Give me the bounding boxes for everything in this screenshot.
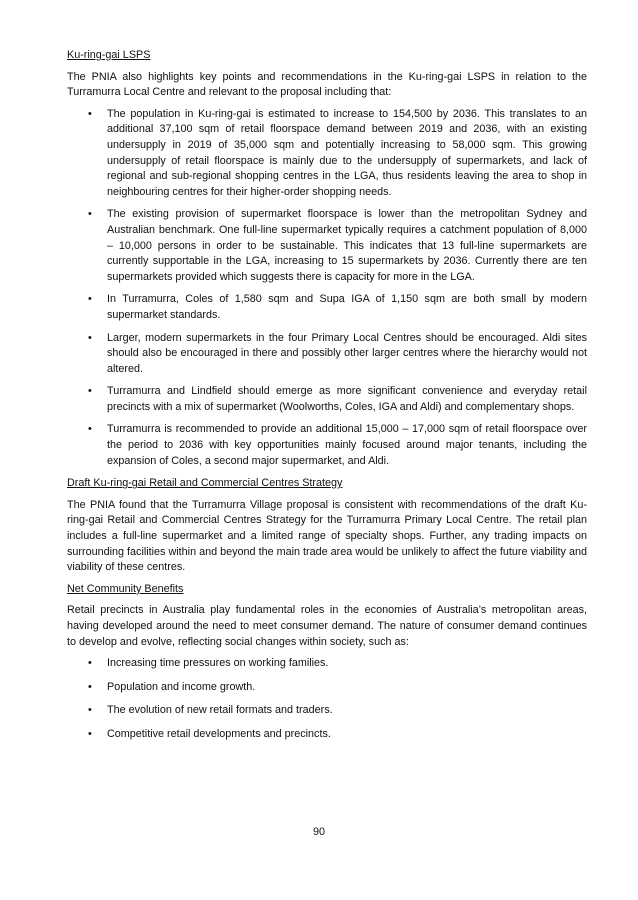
lsps-bullet-list [67,107,587,469]
list-item [67,207,587,285]
list-item-text: Turramurra and Lindfield should emerge as more significant convenience and everyday retail precincts with a mix of supermarket (Woolworths, Coles, IGA and Aldi) and complementary shops. [107,385,587,413]
list-item [67,331,587,378]
bullet-icon: • [88,680,92,693]
bullet-icon: • [88,704,92,717]
list-item [67,680,587,696]
bullet-icon: • [88,657,92,670]
bullet-icon: • [88,727,92,740]
list-item-text: Population and income growth. [107,680,256,693]
list-item [67,422,587,469]
section-intro-paragraph: The PNIA also highlights key points and recommendations in the Ku-ring-gai LSPS in relation to the Turramurra Local Centre and relevant to the proposal including that: [67,70,587,99]
bullet-icon: • [88,107,92,120]
list-item [67,384,587,415]
community-benefits-bullet-list [67,656,587,742]
retail-strategy-paragraph: The PNIA found that the Turramurra Village proposal is consistent with recommendations of the draft Ku-ring-gai Retail and Commercial Centres Strategy for the Turramurra Primary Local Centre. The retail plan includes a full-line supermarket and a limited range of specialty shops. Further, any trading impacts on surrounding facilities within and beyond the main trade area would be unlikely to affect the future viability and viability of these centres. [67,498,587,574]
list-item-text: Competitive retail developments and precincts. [107,727,331,740]
list-item [67,292,587,323]
bullet-icon: • [88,331,92,344]
list-item-text: The existing provision of supermarket floorspace is lower than the metropolitan Sydney and Australian benchmark. One full-line supermarket typically requires a catchment population of 8,000 – 10,000 persons in order to be sustainable. This indicates that 13 full-line supermarkets are currently supportable in the LGA, increasing to 15 supermarkets by 2036. Currently there are ten supermarkets provided which suggests there is capacity for more in the LGA. [107,208,587,283]
list-item [67,703,587,719]
list-item [67,656,587,672]
list-item-text: In Turramurra, Coles of 1,580 sqm and Supa IGA of 1,150 sqm are both small by modern supermarket standards. [107,293,587,321]
list-item-text: Increasing time pressures on working families. [107,657,329,670]
section-heading-lsps: Ku-ring-gai LSPS [67,49,151,61]
section-heading-net-community-benefits: Net Community Benefits [67,582,184,595]
bullet-icon: • [88,208,92,221]
bullet-icon: • [88,293,92,306]
bullet-icon: • [88,385,92,398]
list-item-text: Turramurra is recommended to provide an additional 15,000 – 17,000 sqm of retail floorspace over the period to 2036 with key opportunities mainly focused around major tenants, including the expansion of Coles, a second major supermarket, and Aldi. [107,423,587,467]
list-item-text: Larger, modern supermarkets in the four Primary Local Centres should be encouraged. Aldi sites should also be encouraged in there and possibly other larger centres where the hierarchy would not altered. [107,331,587,375]
net-community-benefits-paragraph: Retail precincts in Australia play fundamental roles in the economies of Australia’s metropolitan areas, having developed around the need to meet consumer demand. The nature of consumer demand continues to develop and evolve, reflecting social changes within society, such as: [67,604,587,648]
bullet-icon: • [88,423,92,436]
list-item [67,727,587,743]
list-item-text: The population in Ku-ring-gai is estimated to increase to 154,500 by 2036. This translates to an additional 37,100 sqm of retail floorspace demand between 2019 and 2036, with an existing undersupply in 2019 of 35,000 sqm and potentially increasing to 58,000 sqm. This growing undersupply of retail floorspace is mainly due to the undersupply of supermarkets, and lack of regional and sub-regional shopping centres in the LGA, thus residents leaving the area to shop in neighbouring centres for their higher-order shopping needs. [107,107,587,198]
section-heading-retail-strategy: Draft Ku-ring-gai Retail and Commercial Centres Strategy [67,477,343,490]
document-page [67,48,587,751]
page-number: 90 [312,826,325,838]
list-item [67,107,587,201]
list-item-text: The evolution of new retail formats and traders. [107,704,333,717]
